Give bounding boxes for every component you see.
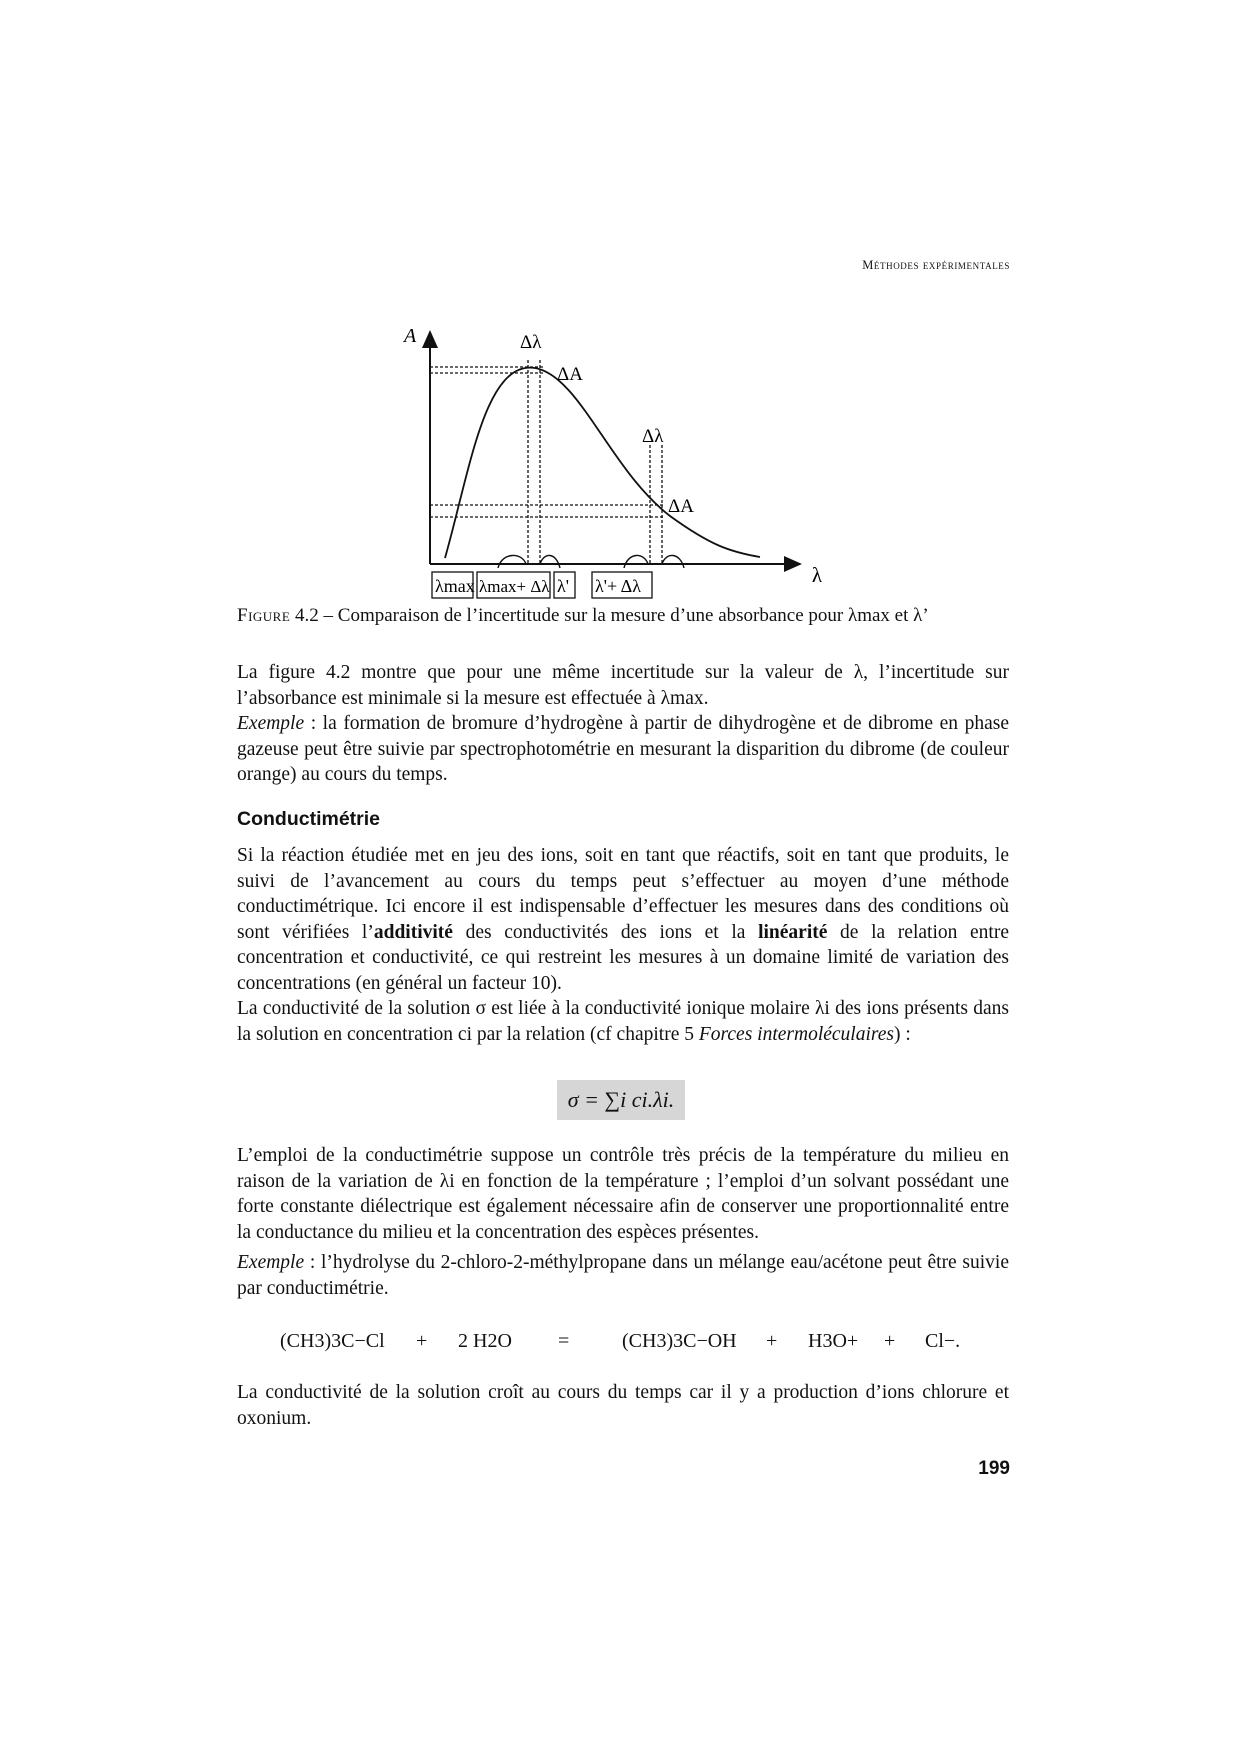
delta-a-slope-label: ΔA	[668, 496, 694, 517]
conductivity-formula: σ = ∑i ci.λi.	[557, 1080, 685, 1120]
plus-1: +	[416, 1330, 428, 1352]
y-axis-label: A	[404, 325, 417, 347]
reactant-1: (CH3)3C−Cl	[280, 1330, 385, 1352]
x-axis-label: λ	[811, 563, 822, 587]
example-label-2: Exemple	[237, 1252, 305, 1273]
p1-part-c: des conductivités des ions et la	[452, 921, 759, 943]
box-lambda-max-plus-label: λmax+ Δλ	[479, 577, 550, 596]
caption-text: – Comparaison de l’incertitude sur la mesure d’une absorbance pour λmax et λ’	[323, 605, 929, 626]
conductivity-relation	[237, 996, 1009, 1047]
hydrolysis-example	[237, 1250, 1009, 1301]
linearity-term: linéarité	[758, 921, 828, 943]
chapter-reference: Forces intermoléculaires	[698, 1023, 894, 1045]
p1-part-d: de la relation entre concentration et conductivité, ce qui restreint les mesures à un domaine limité de variation des concentrations (en général un facteur 10).	[237, 921, 1009, 994]
example-label: Exemple	[237, 713, 305, 734]
curved-arrows	[498, 555, 684, 568]
intro-example	[237, 711, 1009, 788]
section-paragraph-1	[237, 843, 1009, 1047]
max-dashed-lines	[430, 360, 545, 564]
delta-lambda-max-label: Δλ	[520, 332, 542, 353]
example-text: : la formation de bromure d’hydrogène à partir de dihydrogène et de dibrome en phase gazeuse peut être suivie par spectrophotométrie en mesurant la disparition du dibrome (de couleur orange) au cours du temps.	[237, 713, 1009, 785]
p2-part-b: ) :	[894, 1023, 911, 1045]
conductimetry-intro	[237, 843, 1009, 996]
box-lambda-prime-label: λ'	[557, 576, 569, 596]
product-2: H3O+	[808, 1330, 859, 1352]
temperature-control-text: L’emploi de la conductimétrie suppose un contrôle très précis de la température du milieu en raison de la variation de λi en fonction de la température ; l’emploi d’un solvant possédant une forte constante diélectrique est également nécessaire afin de conserver une proportionnalité entre la conductance du milieu et la concentration des espèces présentes.	[237, 1145, 1009, 1243]
intro-text: La figure 4.2 montre que pour une même incertitude sur la valeur de λ, l’incertitude sur l’absorbance est minimale si la mesure est effectuée à λmax.	[237, 662, 1009, 709]
running-head: Méthodes expérimentales	[862, 258, 1010, 272]
example-text-2: : l’hydrolyse du 2-chloro-2-méthylpropane dans un mélange eau/acétone peut être suivie par conductimétrie.	[237, 1252, 1009, 1299]
intro-paragraph	[237, 660, 1009, 788]
equals-sign: =	[558, 1330, 570, 1352]
additivity-term: additivité	[373, 921, 453, 943]
plus-3: +	[884, 1330, 896, 1352]
absorbance-figure	[380, 320, 820, 605]
conclusion-text: La conductivité de la solution croît au cours du temps car il y a production d’ions chlorure et oxonium.	[237, 1382, 1009, 1429]
product-3: Cl−.	[925, 1330, 961, 1352]
section-paragraph-2	[237, 1143, 1009, 1301]
absorbance-curve	[445, 368, 760, 558]
delta-lambda-slope-label: Δλ	[642, 426, 664, 447]
p2-part-a: La conductivité de la solution σ est liée à la conductivité ionique molaire λi des ions présents dans la solution en concentration ci par la relation (cf chapitre 5	[237, 998, 1009, 1045]
caption-number: 4.2	[295, 605, 319, 626]
figure-caption	[237, 605, 1012, 627]
product-1: (CH3)3C−OH	[622, 1330, 737, 1352]
caption-prefix: Figure	[237, 605, 291, 626]
section-title: Conductimétrie	[237, 808, 381, 830]
delta-a-max-label: ΔA	[557, 364, 583, 385]
p1-part-a: Si la réaction étudiée met en jeu des ions, soit en tant que réactifs, soit en tant que produits, le suivi de l’avancement au cours du temps peut s’effectuer au moyen d’une méthode conductimétrique. Ici encore il est indispensable d’effectuer les mesures dans des conditions où sont vérifiées l’	[237, 845, 1009, 943]
page-number: 199	[978, 1458, 1010, 1479]
plus-2: +	[766, 1330, 778, 1352]
box-lambda-prime-plus-label: λ'+ Δλ	[595, 576, 641, 596]
slope-dashed-lines	[430, 445, 665, 564]
section-paragraph-3	[237, 1380, 1009, 1431]
reactant-2: 2 H2O	[458, 1330, 512, 1352]
box-lambda-max-label: λmax	[435, 576, 475, 596]
